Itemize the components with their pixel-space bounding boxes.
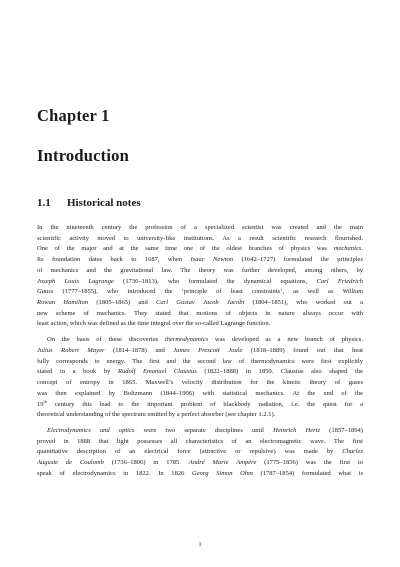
text-line: proved in 1888 that light possesses all characteristics of an electromagnetic wave. The first xyxy=(37,437,363,445)
section-number: 1.1 xyxy=(37,197,51,209)
chapter-title: Introduction xyxy=(37,146,129,165)
text-line: quantitative description of an electrical force (attractive or repulsive) was made by Charles xyxy=(37,448,363,456)
text-line: On the basis of these discoveries thermodynamics was developed as a new branch of physics. xyxy=(47,336,363,344)
text-line: In the nineteenth century the profession of a specialized scientist was created and the main xyxy=(37,224,363,231)
text-line: theoretical understanding of the spectrum emitted by a perfect absorber (see chapter 1.2.1). xyxy=(37,411,276,419)
text-line: Its foundation dates back to 1687, when Isaac Newton (1642–1727) formulated the principles xyxy=(37,256,363,264)
page-number: 1 xyxy=(198,541,202,548)
text-line: Rowan Hamilton (1805–1865) and Carl Gustav Jacob Jacobi (1804–1851), who worked out a xyxy=(37,299,363,307)
text-line: concept of entropy in 1865. Maxwell’s velocity distribution for the kinetic theory of gases xyxy=(37,379,363,387)
text-line: new scheme of mechanics. They stated that motions of objects in nature always occur with xyxy=(37,309,363,317)
paragraph xyxy=(37,426,363,480)
text-line: of mechanics and the gravitational law. The theory was further developed, among others, by xyxy=(37,266,363,274)
paragraph xyxy=(37,335,363,421)
text-line: stated in a book by Rudolf Emanuel Clausius (1822–1888) in 1850. Clausius also shaped the xyxy=(37,368,363,376)
text-line: speak of electrodynamics in 1822. In 1826 Georg Simon Ohm (1787–1854) formulated what is xyxy=(37,469,363,477)
text-line: scientific activity moved to university-like institutions. As a result scientific research flourished. xyxy=(37,234,363,242)
text-line: 19th century this lead to the important problem of blackbody radiation, i.e. the quest for a xyxy=(37,399,363,408)
section-heading xyxy=(37,197,141,209)
text-line: was then explained by Boltzmann (1844–1906) with statistical mechanics. At the end of the xyxy=(37,389,363,397)
text-line: Julius Robert Mayer (1814–1878) and James Prescott Joule (1818–1889) found out that heat xyxy=(37,346,363,354)
text-line: One of the major and at the same time one of the oldest branches of physics was mechanics. xyxy=(37,245,363,253)
text-line: Joseph Louis Lagrange (1736–1813), who formulated the dynamical equations, Carl Friedrich xyxy=(37,277,363,285)
text-line: fully corresponds to energy. The first and the second law of thermodynamics were first explicitly xyxy=(37,357,363,365)
text-line: Auguste de Coulomb (1736–1806) in 1785. André Marie Ampère (1775–1836) was the first to xyxy=(37,459,363,467)
text-line: least action, which was defined as the time integral over the so-called Lagrange function. xyxy=(37,320,271,328)
chapter-label: Chapter 1 xyxy=(37,106,110,125)
paragraph xyxy=(37,223,363,330)
text-line: Gauss (1777–1855), who introduced the ‘principle of least constraints’, as well as William xyxy=(37,288,363,296)
body-text xyxy=(37,223,363,480)
section-title: Historical notes xyxy=(67,197,141,209)
text-line: Electrodynamics and optics were two separate disciplines until Heinrich Hertz (1857–1894) xyxy=(47,426,363,434)
